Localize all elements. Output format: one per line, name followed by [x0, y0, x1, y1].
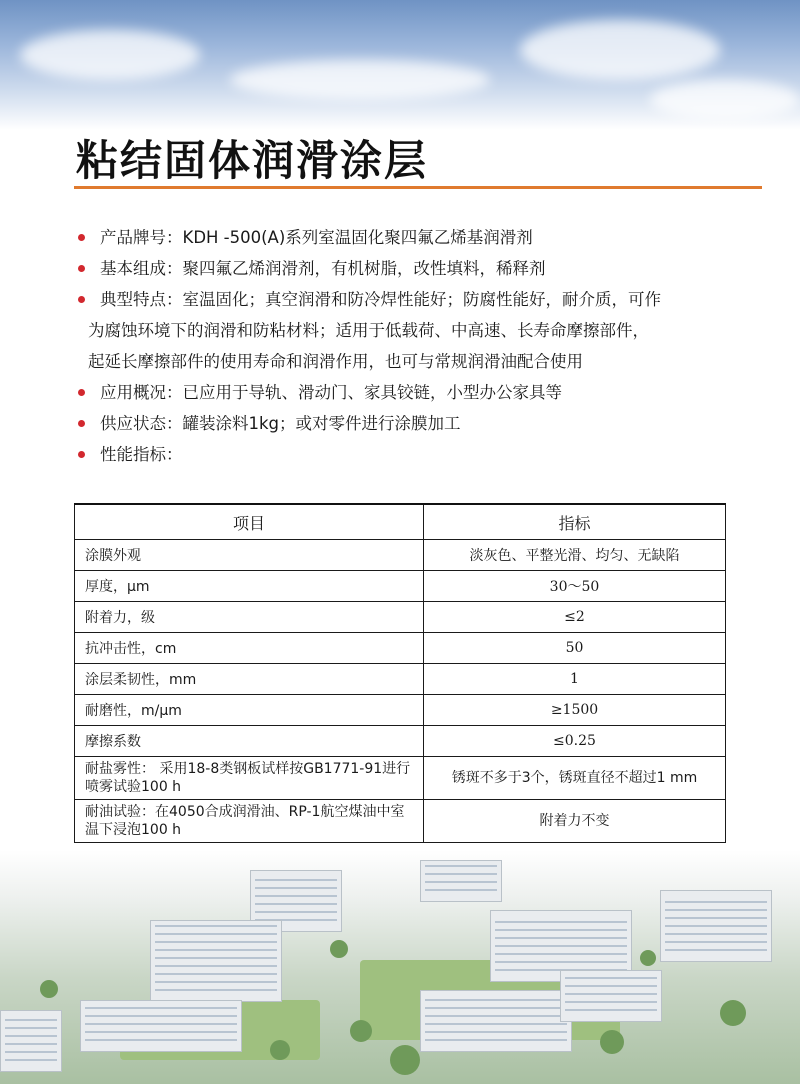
table-row: [75, 602, 726, 633]
row-value: 锈斑不多于3个，锈斑直径不超过1 mm: [424, 757, 726, 800]
row-value: 淡灰色、平整光滑、均匀、无缺陷: [424, 540, 726, 571]
header-value: 指标: [424, 504, 726, 540]
row-item: 耐盐雾性： 采用18-8类钢板试样按GB1771-91进行喷雾试验100 h: [75, 757, 424, 800]
sky-banner: [0, 0, 800, 130]
bullet-composition: 基本组成：聚四氟乙烯润滑剂，有机树脂，改性填料，稀释剂: [78, 253, 758, 284]
table-row: [75, 800, 726, 843]
table-row: [75, 726, 726, 757]
bullet-dot-icon: [78, 451, 85, 458]
bullet-applications: 应用概况：已应用于导轨、滑动门、家具铰链，小型办公家具等: [78, 377, 758, 408]
bullet-brand: 产品牌号：KDH -500(A)系列室温固化聚四氟乙烯基润滑剂: [78, 222, 758, 253]
bullet-features: 典型特点：室温固化；真空润滑和防冷焊性能好；防腐性能好，耐介质，可作 为腐蚀环境下的润滑和防粘材料；适用于低载荷、中高速、长寿命摩擦部件， 起延长摩擦部件的使用寿命和润滑作用，也可与常规润滑油配合使用: [78, 284, 758, 377]
bullet-features-line-3: 起延长摩擦部件的使用寿命和润滑作用，也可与常规润滑油配合使用: [88, 352, 583, 371]
row-value: 附着力不变: [424, 800, 726, 843]
campus-illustration: [0, 850, 800, 1084]
row-value: 30～50: [424, 571, 726, 602]
feature-list: [78, 222, 758, 470]
row-item: 涂膜外观: [75, 540, 424, 571]
bullet-dot-icon: [78, 296, 85, 303]
row-item: 耐磨性，m/μm: [75, 695, 424, 726]
bullet-dot-icon: [78, 234, 85, 241]
bullet-performance: 性能指标：: [78, 439, 758, 470]
bullet-supply: 供应状态：罐装涂料1kg；或对零件进行涂膜加工: [78, 408, 758, 439]
table-row: [75, 757, 726, 800]
row-value: ≥1500: [424, 695, 726, 726]
row-value: 1: [424, 664, 726, 695]
row-item: 涂层柔韧性，mm: [75, 664, 424, 695]
table-row: [75, 540, 726, 571]
row-item: 耐油试验：在4050合成润滑油、RP-1航空煤油中室温下浸泡100 h: [75, 800, 424, 843]
performance-table: [74, 503, 726, 843]
row-value: ≤2: [424, 602, 726, 633]
row-item: 抗冲击性，cm: [75, 633, 424, 664]
bullet-dot-icon: [78, 420, 85, 427]
table-row: [75, 664, 726, 695]
table-row: [75, 633, 726, 664]
table-header-row: [75, 504, 726, 540]
title-underline: [74, 186, 762, 189]
page-title: 粘结固体润滑涂层: [76, 136, 429, 185]
table-row: [75, 571, 726, 602]
row-item: 摩擦系数: [75, 726, 424, 757]
bullet-dot-icon: [78, 265, 85, 272]
bullet-features-line-2: 为腐蚀环境下的润滑和防粘材料；适用于低载荷、中高速、长寿命摩擦部件，: [88, 321, 649, 340]
row-value: ≤0.25: [424, 726, 726, 757]
table-row: [75, 695, 726, 726]
row-item: 厚度，μm: [75, 571, 424, 602]
header-item: 项目: [75, 504, 424, 540]
bullet-dot-icon: [78, 389, 85, 396]
row-item: 附着力，级: [75, 602, 424, 633]
row-value: 50: [424, 633, 726, 664]
